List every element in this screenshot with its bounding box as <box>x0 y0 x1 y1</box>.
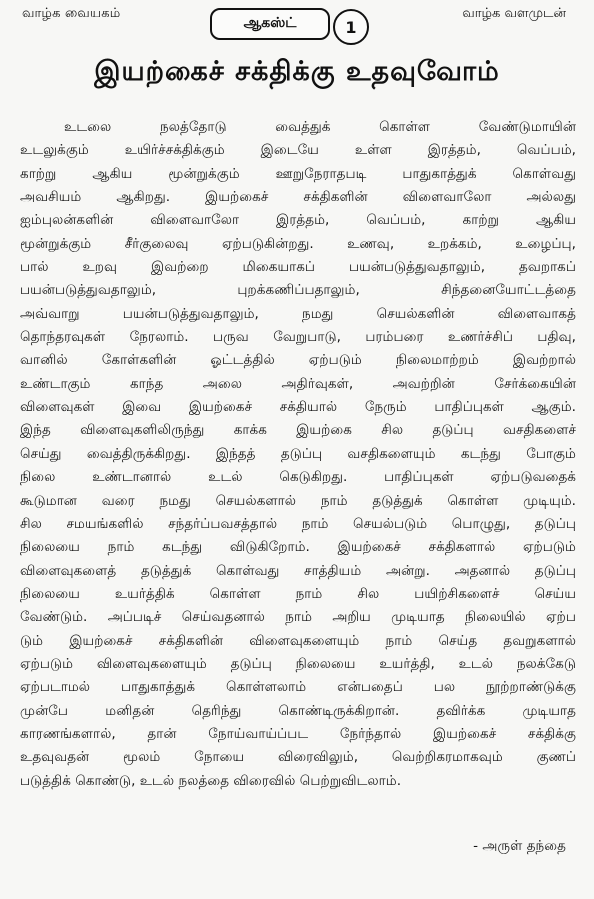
body-line: உடலுக்கும் உயிர்ச்சக்திக்கும் இடையே உள்ள இரத்தம், வெப்பம், <box>20 142 576 159</box>
body-line: செய்து வைத்திருக்கிறது. இந்தத் தடுப்பு வசதிகளையும் கடந்து போகும் <box>20 445 576 462</box>
body-line: நிலையை உயர்த்திக் கொள்ள நாம் சில பயிற்சிகளைச் செய்ய <box>20 585 576 602</box>
body-line: ஐம்புலன்களின் விளைவாலோ இரத்தம், வெப்பம், காற்று ஆகிய <box>20 212 576 229</box>
author-signature: - அருள் தந்தை <box>473 838 566 854</box>
body-line: காரணங்களால், தான் நோய்வாய்ப்பட நேர்ந்தால் இயற்கைச் சக்திக்கு <box>20 725 576 742</box>
body-line: காற்று ஆகிய மூன்றுக்கும் ஊறுநேராதபடி பாதுகாத்துக் கொள்வது <box>20 165 576 182</box>
body-line: பயன்படுத்துவதாலும், புறக்கணிப்பதாலும், சிந்தனையோட்டத்தை <box>20 282 576 299</box>
page-title: இயற்கைச் சக்திக்கு உதவுவோம் <box>94 56 500 87</box>
month-label: ஆகஸ்ட் <box>243 15 297 31</box>
body-paragraph <box>20 116 576 793</box>
body-line: உதவுவதன் மூலம் நோயை விரைவிலும், வெற்றிகரமாகவும் குணப் <box>20 749 576 766</box>
body-line: ஏற்படாமல் பாதுகாத்துக் கொள்ளலாம் என்பதைப் பல நூற்றாண்டுக்கு <box>20 679 576 696</box>
body-line: அவசியம் ஆகிறது. இயற்கைச் சக்திகளின் விளைவாலோ அல்லது <box>20 189 576 206</box>
day-number: 1 <box>345 17 357 37</box>
body-line: விளைவுகளைத் தடுத்துக் கொள்வது சாத்தியம் அன்று. அதனால் தடுப்பு <box>20 562 576 579</box>
body-line: கூடுமான வரை நமது செயல்களால் நாம் தடுத்துக் கொள்ள முடியும். <box>20 492 576 509</box>
body-line: உடலை நலத்தோடு வைத்துக் கொள்ள வேண்டுமாயின் <box>64 119 576 135</box>
body-line: விளைவுகள் இவை இயற்கைச் சக்தியால் நேரும் பாதிப்புகள் ஆகும். <box>20 399 576 416</box>
body-line: அவ்வாறு பயன்படுத்துவதாலும், நமது செயல்களின் விளைவாகத் <box>20 305 576 322</box>
body-line: படுத்திக் கொண்டு, உடல் நலத்தை விரைவில் பெற்றுவிடலாம். <box>20 772 402 789</box>
body-line: தொந்தரவுகள் நேரலாம். பருவ வேறுபாடு, பரம்பரை உணர்ச்சிப் பதிவு, <box>20 329 576 346</box>
body-line: நிலையை நாம் கடந்து விடுகிறோம். இயற்கைச் சக்திகளால் ஏற்படும் <box>20 539 576 556</box>
body-line: டும் இயற்கைச் சக்திகளின் விளைவுகளையும் நாம் செய்த தவறுகளால் <box>20 632 576 649</box>
body-line: மூன்றுக்கும் சீர்குலைவு ஏற்படுகின்றது. உணவு, உறக்கம், உழைப்பு, <box>20 235 576 252</box>
header-right-slogan: வாழ்க வளமுடன் <box>462 6 566 21</box>
day-circle <box>333 9 369 45</box>
body-line: உண்டாகும் காந்த அலை அதிர்வுகள், அவற்றின் சேர்க்கையின் <box>20 375 576 392</box>
header-left-slogan: வாழ்க வையகம் <box>22 6 121 21</box>
page-header <box>0 0 594 46</box>
body-line: இந்த விளைவுகளிலிருந்து காக்க இயற்கை சில தடுப்பு வசதிகளைச் <box>20 422 576 439</box>
body-line: நிலை உண்டானால் உடல் கெடுகிறது. பாதிப்புகள் ஏற்படுவதைக் <box>20 469 576 486</box>
month-box <box>210 8 330 40</box>
body-line: ஏற்படும் விளைவுகளையும் தடுப்பு நிலையை உயர்த்தி, உடல் நலக்கேடு <box>20 655 576 672</box>
body-line: முன்பே மனிதன் தெரிந்து கொண்டிருக்கிறான். தவிர்க்க முடியாத <box>20 702 576 719</box>
body-line: வேண்டும். அப்படிச் செய்வதனால் நாம் அறிய முடியாத நிலையில் ஏற்ப <box>20 609 576 626</box>
body-line: வானில் கோள்களின் ஓட்டத்தில் ஏற்படும் நிலைமாற்றம் இவற்றால் <box>20 352 576 369</box>
body-line: பால் உறவு இவற்றை மிகையாகப் பயன்படுத்துவதாலும், தவறாகப் <box>20 259 576 276</box>
body-line: சில சமயங்களில் சந்தர்ப்பவசத்தால் நாம் செயல்படும் பொழுது, தடுப்பு <box>20 515 576 532</box>
